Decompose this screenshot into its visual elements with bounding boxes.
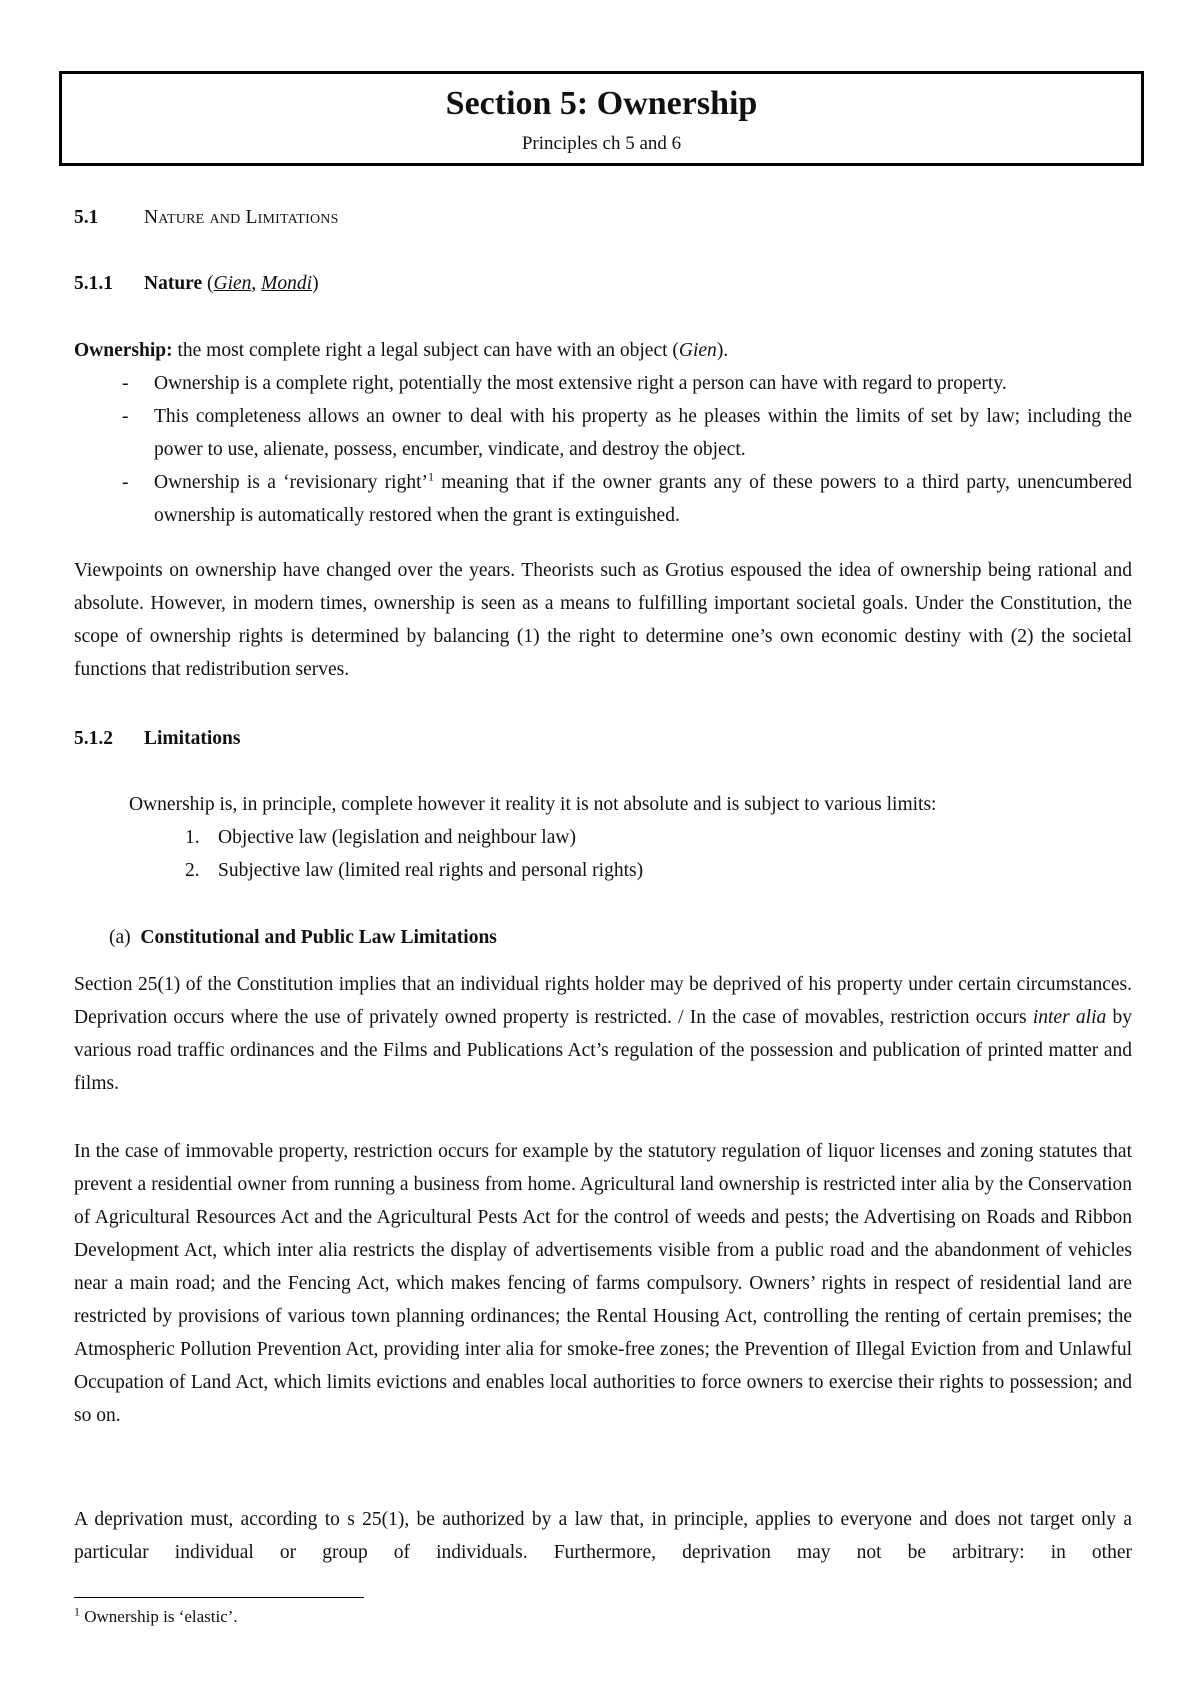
case-mondi: Mondi <box>261 273 313 294</box>
heading-5-1-1: 5.1.1 Nature (Gien, Mondi) <box>74 273 319 294</box>
subheading-a: (a) Constitutional and Public Law Limitations <box>109 927 497 948</box>
immovable-property-paragraph: In the case of immovable property, restriction occurs for example by the statutory regulation of liquor licenses and zoning statutes that prevent a residential owner from running a business from home. Agricultural land ownership is restricted inter alia by the Conservation of Agricultural Resources Act and the Agricultural Pests Act for the control of weeds and pests; the Advertising on Roads and Ribbon Development Act, which inter alia restricts the display of advertisements visible from a public road and the abandonment of vehicles near a main road; and the Fencing Act, which makes fencing of farms compulsory. Owners’ rights in respect of residential land are restricted by provisions of various town planning ordinances; the Rental Housing Act, controlling the renting of certain premises; the Atmospheric Pollution Prevention Act, providing inter alia for smoke-free zones; the Prevention of Illegal Eviction from and Unlawful Occupation of Land Act, which limits evictions and enables local authorities to force owners to exercise their rights to possession; and so on. <box>74 1141 1132 1426</box>
footnote: $^1$ Ownership is ‘elastic’. <box>74 1604 238 1626</box>
case-gien: Gien <box>213 273 252 294</box>
list-item: - Ownership is a ‘revisionary right’$^1$ meaning that if the owner grants any of these powers to a third party, unencumbered ownership is automatically restored when the grant is extinguished. <box>122 469 1132 526</box>
footnote-ref: 1 <box>428 469 434 484</box>
viewpoints-paragraph: Viewpoints on ownership have changed over the years. Theorists such as Grotius espoused the idea of ownership being rational and absolute. However, in modern times, ownership is seen as a means to fulfilling important societal goals. Under the Constitution, the scope of ownership rights is determined by balancing (1) the right to determine one’s own economic destiny with (2) the societal functions that redistribution serves. <box>74 560 1132 680</box>
footnote-divider <box>74 1597 364 1598</box>
ownership-definition: Ownership: the most complete right a legal subject can have with an object (Gien). <box>74 340 729 361</box>
page-subtitle: Principles ch 5 and 6 <box>521 133 682 154</box>
heading-5-1-title: Nature and Limitations <box>144 207 339 228</box>
limits-intro: Ownership is, in principle, complete however it reality it is not absolute and is subject to various limits: <box>129 794 937 815</box>
list-item: - Ownership is a complete right, potentially the most extensive right a person can have with regard to property. <box>122 373 1007 394</box>
title-box <box>59 71 1144 166</box>
page-title: Section 5: Ownership <box>445 85 758 122</box>
list-item: - This completeness allows an owner to deal with his property as he pleases within the limits of set by law; including the power to use, alienate, possess, encumber, vindicate, and destroy the object. <box>122 406 1132 460</box>
limits-list <box>185 821 643 887</box>
deprivation-paragraph: A deprivation must, according to s 25(1), be authorized by a law that, in principle, applies to everyone and does not target only a particular individual or group of individuals. Furthermore, deprivation may not be arbitrary: in other <box>74 1509 1132 1563</box>
section-25-paragraph: Section 25(1) of the Constitution implies that an individual rights holder may be deprived of his property under certain circumstances. Deprivation occurs where the use of privately owned property is restricted. / In the case of movables, restriction occurs inter alia by various road traffic ordinances and the Films and Publications Act’s regulation of the possession and publication of printed matter and films. <box>74 974 1132 1094</box>
list-item: 1. Objective law (legislation and neighbour law) <box>185 827 576 848</box>
list-item: 2. Subjective law (limited real rights and personal rights) <box>185 860 644 881</box>
nature-bullet-list <box>74 367 1132 532</box>
heading-5-1-2: 5.1.2 Limitations <box>74 728 241 749</box>
heading-5-1: 5.1 Nature and Limitations <box>74 207 339 228</box>
